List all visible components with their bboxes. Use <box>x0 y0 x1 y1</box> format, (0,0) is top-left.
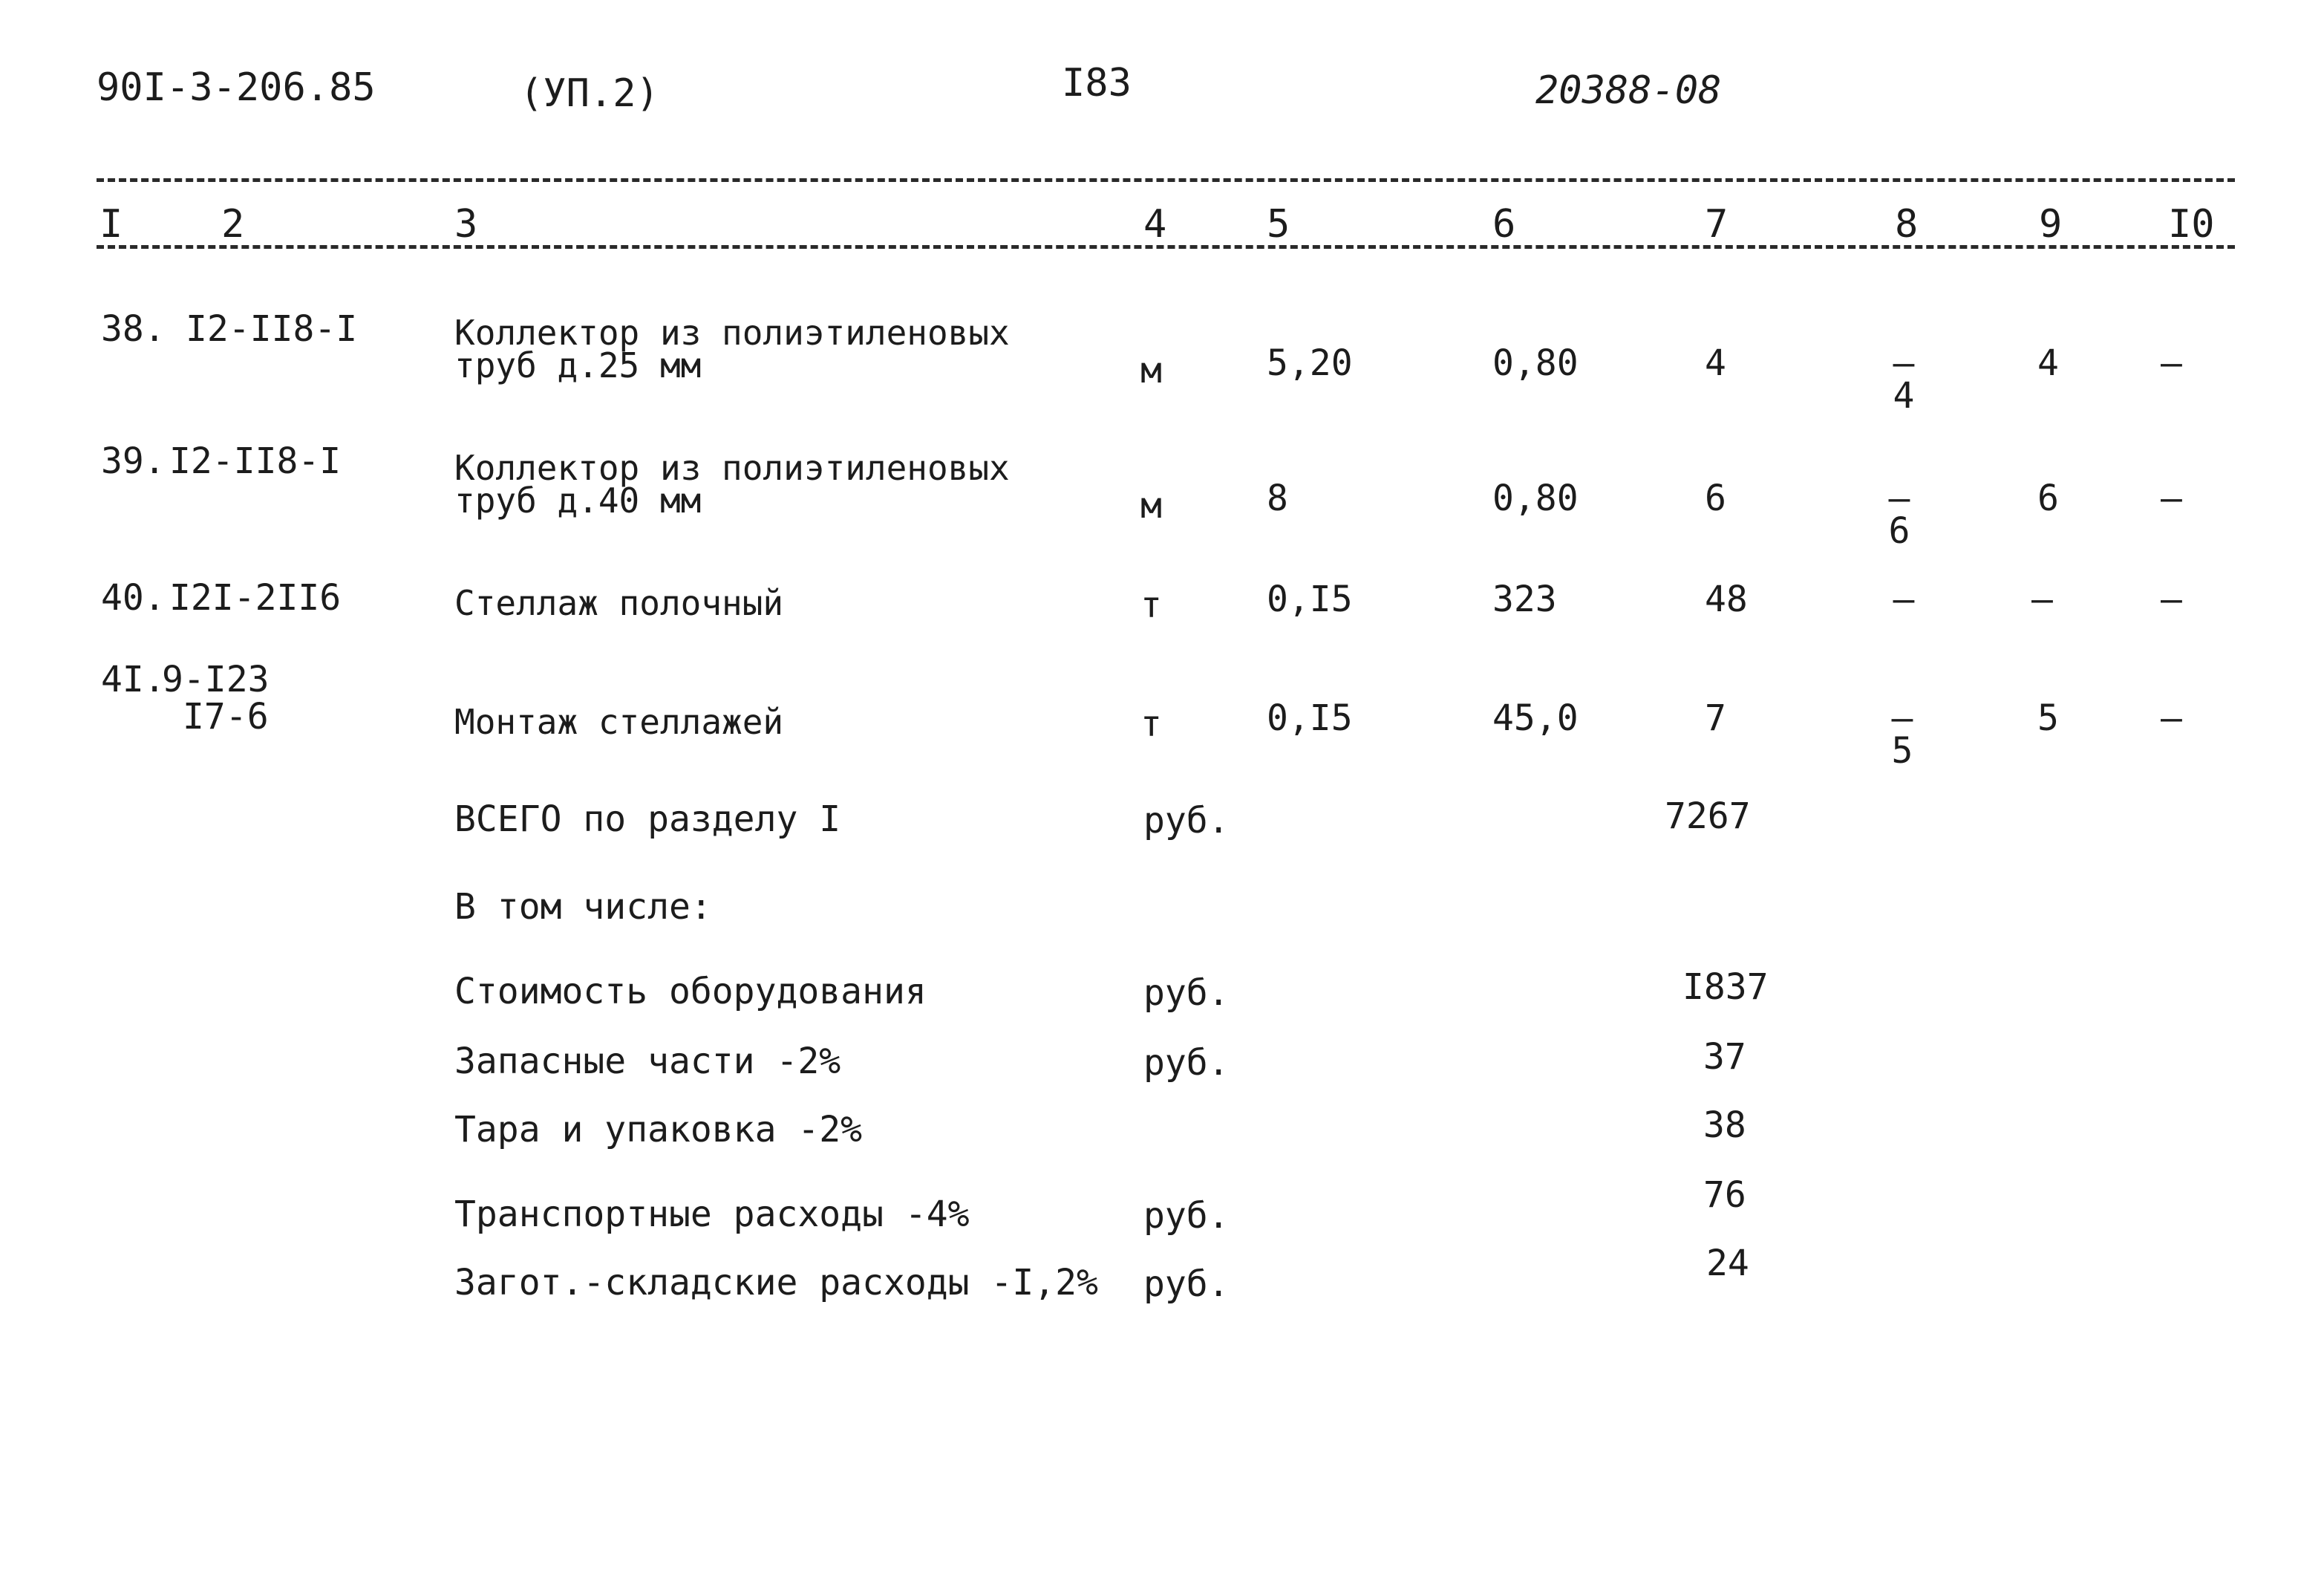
row-price: 323 <box>1492 579 1557 620</box>
row-col8-top: – <box>1893 342 1915 384</box>
archive-stamp: 20388-08 <box>1535 68 1722 113</box>
row-unit: т <box>1140 703 1162 745</box>
summary-label-equipment: Стоимость оборудования <box>454 971 927 1012</box>
summary-label-total: ВСЕГО по разделу I <box>454 798 841 840</box>
col-header-8: 8 <box>1895 202 1919 247</box>
row-quantity: 5,20 <box>1267 342 1353 384</box>
row-col8-top: – <box>1891 697 1913 739</box>
summary-value-equipment: I837 <box>1682 966 1769 1008</box>
row-code: 9-I23 <box>162 659 270 700</box>
row-col10: – <box>2161 697 2182 739</box>
row-number: 40. <box>101 577 166 619</box>
row-name-line2: труб д.40 мм <box>454 481 702 521</box>
row-col8-bottom: 5 <box>1891 730 1913 772</box>
row-code-line2: I7-6 <box>183 696 269 738</box>
col-header-1: I <box>99 202 123 247</box>
summary-unit-spare-parts: руб. <box>1143 1042 1230 1084</box>
row-code: I2-II8-I <box>169 440 342 482</box>
row-price: 0,80 <box>1492 342 1579 384</box>
summary-value-storage: 24 <box>1706 1243 1749 1284</box>
row-col9: 6 <box>2037 478 2059 519</box>
summary-label-packaging: Тара и упаковка -2% <box>454 1109 863 1150</box>
row-col9: 5 <box>2037 697 2059 739</box>
row-unit: т <box>1140 585 1162 626</box>
row-name-line2: труб д.25 мм <box>454 345 702 385</box>
row-number: 39. <box>101 440 166 482</box>
row-total: 48 <box>1705 579 1748 620</box>
col-header-6: 6 <box>1492 202 1516 247</box>
summary-value-total: 7267 <box>1665 795 1751 837</box>
row-number: 38. <box>101 308 166 350</box>
summary-unit-total: руб. <box>1143 800 1230 841</box>
row-col8-bottom: 4 <box>1893 375 1915 417</box>
volume-label: (УП.2) <box>520 71 659 116</box>
col-header-9: 9 <box>2039 202 2063 247</box>
col-header-3: 3 <box>454 202 478 247</box>
row-code: I2-II8-I <box>186 308 358 350</box>
summary-value-packaging: 38 <box>1703 1104 1746 1146</box>
row-quantity: 8 <box>1267 478 1288 519</box>
row-col8-bottom: 6 <box>1888 510 1910 552</box>
summary-value-transport: 76 <box>1703 1174 1746 1216</box>
row-col10: – <box>2161 342 2182 384</box>
row-number: 4I. <box>101 659 166 700</box>
summary-value-spare-parts: 37 <box>1703 1036 1746 1078</box>
row-col8-top: – <box>1893 579 1915 620</box>
doc-code: 90I-3-206.85 <box>97 65 376 110</box>
header-rule-bottom <box>97 245 2235 249</box>
row-price: 45,0 <box>1492 697 1579 739</box>
row-quantity: 0,I5 <box>1267 697 1353 739</box>
col-header-2: 2 <box>221 202 245 247</box>
row-name-line1: Коллектор из полиэтиленовых <box>454 448 1010 488</box>
row-name-line1: Коллектор из полиэтиленовых <box>454 313 1010 353</box>
row-unit: м <box>1140 485 1162 527</box>
row-col9: 4 <box>2037 342 2059 384</box>
col-header-5: 5 <box>1267 202 1290 247</box>
row-quantity: 0,I5 <box>1267 579 1353 620</box>
row-name-line1: Монтаж стеллажей <box>454 702 784 742</box>
row-col8-top: – <box>1888 478 1910 519</box>
row-price: 0,80 <box>1492 478 1579 519</box>
row-name-line1: Стеллаж полочный <box>454 583 784 623</box>
summary-unit-transport: руб. <box>1143 1195 1230 1237</box>
summary-label-including: В том числе: <box>454 886 712 928</box>
row-unit: м <box>1140 350 1162 391</box>
summary-label-spare-parts: Запасные части -2% <box>454 1041 841 1082</box>
summary-unit-storage: руб. <box>1143 1263 1230 1305</box>
row-total: 6 <box>1705 478 1726 519</box>
col-header-7: 7 <box>1705 202 1729 247</box>
row-col9: – <box>2031 579 2053 620</box>
col-header-4: 4 <box>1143 202 1167 247</box>
col-header-10: I0 <box>2168 202 2215 247</box>
header-rule-top <box>97 178 2235 182</box>
page-number: I83 <box>1062 61 1132 105</box>
summary-label-transport: Транспортные расходы -4% <box>454 1194 970 1235</box>
row-code: I2I-2II6 <box>169 577 342 619</box>
row-col10: – <box>2161 478 2182 519</box>
summary-label-storage: Загот.-складские расходы -I,2% <box>454 1262 1098 1303</box>
row-total: 4 <box>1705 342 1726 384</box>
summary-unit-equipment: руб. <box>1143 972 1230 1014</box>
row-total: 7 <box>1705 697 1726 739</box>
row-col10: – <box>2161 579 2182 620</box>
